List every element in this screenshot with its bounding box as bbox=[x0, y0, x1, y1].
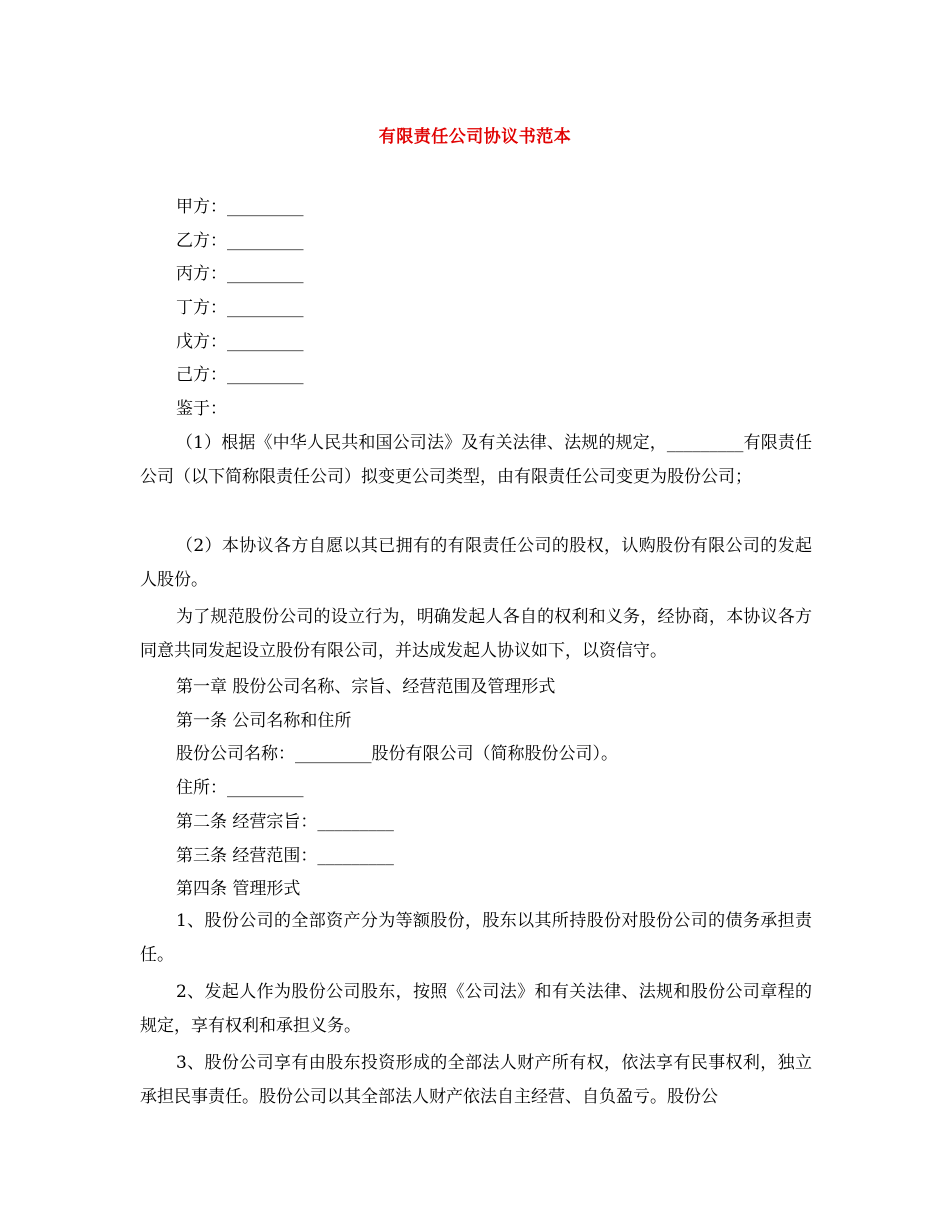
chapter-1-heading: 第一章 股份公司名称、宗旨、经营范围及管理形式 bbox=[176, 677, 556, 697]
clause-2-paragraph: 2、发起人作为股份公司股东，按照《公司法》和有关法律、法规和股份公司章程的规定，享有权利和承担义务。 bbox=[140, 982, 812, 1036]
domicile-line: 住所：_________ bbox=[176, 778, 304, 798]
recital-1-paragraph: （1）根据《中华人民共和国公司法》及有关法律、法规的规定，_________有限责任公司（以下简称限责任公司）拟变更公司类型，由有限责任公司变更为股份公司； bbox=[140, 433, 812, 487]
party-e-line: 戊方：_________ bbox=[176, 332, 304, 352]
whereas-label: 鉴于： bbox=[176, 399, 227, 419]
article-1-heading: 第一条 公司名称和住所 bbox=[176, 711, 352, 731]
recital-2-paragraph: （2）本协议各方自愿以其已拥有的有限责任公司的股权，认购股份有限公司的发起人股份。 bbox=[140, 536, 812, 590]
article-2-line: 第二条 经营宗旨：_________ bbox=[176, 812, 394, 832]
clause-1-paragraph: 1、股份公司的全部资产分为等额股份，股东以其所持股份对股份公司的债务承担责任。 bbox=[140, 911, 812, 965]
company-name-line: 股份公司名称：_________股份有限公司（简称股份公司）。 bbox=[176, 744, 618, 764]
party-b-line: 乙方：_________ bbox=[176, 231, 304, 251]
intro-paragraph: 为了规范股份公司的设立行为，明确发起人各自的权利和义务，经协商，本协议各方同意共同发起设立股份有限公司，并达成发起人协议如下，以资信守。 bbox=[140, 607, 812, 661]
article-4-heading: 第四条 管理形式 bbox=[176, 879, 301, 899]
article-3-line: 第三条 经营范围：_________ bbox=[176, 846, 394, 866]
party-d-line: 丁方：_________ bbox=[176, 298, 304, 318]
party-c-line: 丙方：_________ bbox=[176, 264, 304, 284]
document-title: 有限责任公司协议书范本 bbox=[378, 127, 572, 147]
party-a-line: 甲方：_________ bbox=[176, 197, 304, 217]
party-f-line: 己方：_________ bbox=[176, 365, 304, 385]
clause-3-paragraph: 3、股份公司享有由股东投资形成的全部法人财产所有权，依法享有民事权利，独立承担民事责任。股份公司以其全部法人财产依法自主经营、自负盈亏。股份公 bbox=[140, 1053, 812, 1107]
